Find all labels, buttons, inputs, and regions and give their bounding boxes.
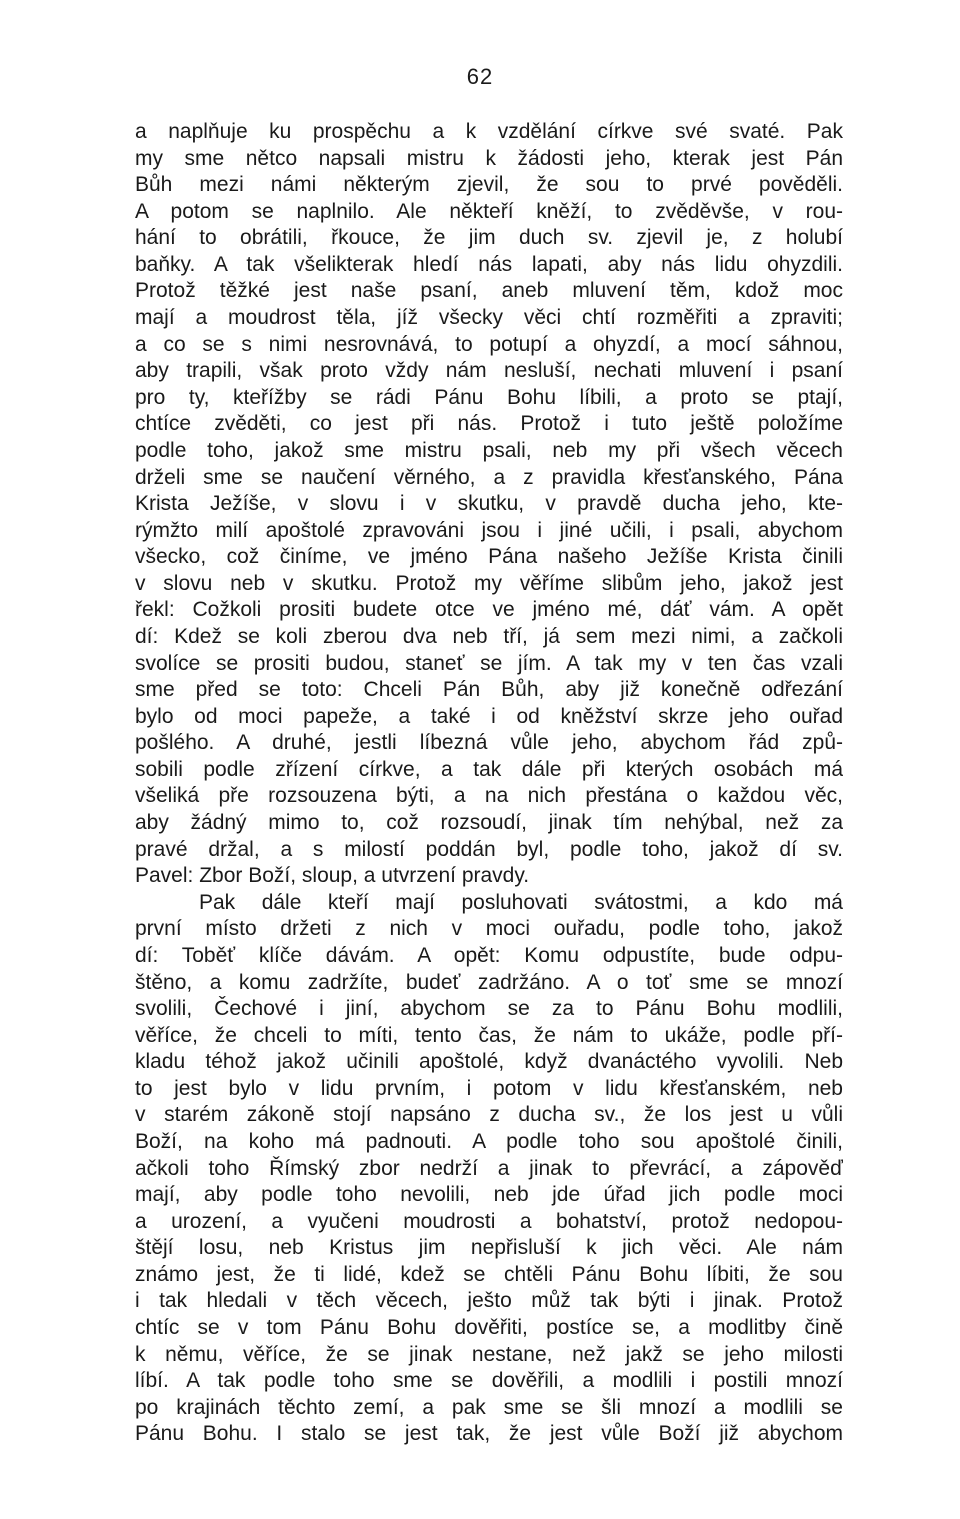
text-line: štěno, a komu zadržíte, budeť zadržáno. A o toť sme se mnozí: [135, 970, 843, 994]
text-line: mají, aby podle toho nevolili, neb jde úřad jich podle moci: [135, 1183, 843, 1207]
text-line: chtíce zvěděti, co jest při nás. Protož i tuto ještě položíme: [135, 412, 843, 436]
text-line: rýmžto milí apoštolé zpravováni jsou i jiné učili, i psali, abychom: [135, 518, 843, 542]
text-line: to jest bylo v lidu prvním, i potom v lidu křesťanském, neb: [135, 1076, 843, 1100]
text-line: známo jest, že ti lidé, kdež se chtěli Pánu Bohu líbiti, že sou: [135, 1262, 843, 1286]
text-line: Boží, na koho má padnouti. A podle toho sou apoštolé činili,: [135, 1129, 843, 1153]
text-line: my sme nětco napsali mistru k žádosti jeho, kterak jest Pán: [135, 146, 843, 170]
text-line: svolili, Čechové i jiní, abychom se za to Pánu Bohu modlili,: [135, 997, 843, 1021]
text-line: sobili podle zřízení církve, a tak dále při kterých osobách má: [135, 757, 843, 781]
text-line: drželi sme se naučení věrného, a z pravidla křesťanského, Pána: [135, 465, 843, 489]
text-line: i tak hledali v těch věcech, ješto můž tak býti i jinak. Protož: [135, 1289, 843, 1313]
text-line: v slovu neb v skutku. Protož my věříme slibům jeho, jakož jest: [135, 571, 843, 595]
text-line: Pak dále kteří mají posluhovati svátostmi, a kdo má: [199, 890, 843, 914]
text-line: ačkoli toho Římský zbor nedrží a jinak to převrácí, a zápověď: [135, 1156, 843, 1180]
text-line: všecko, což činíme, ve jméno Pána našeho Ježíše Krista činili: [135, 545, 843, 569]
text-line: všeliká pře rozsouzena býti, a na nich přestána o každou věc,: [135, 784, 843, 808]
text-line: aby žádný mimo to, což rozsoudí, jinak tím nehýbal, než za: [135, 811, 843, 835]
text-line: hání to obrátili, řkouce, že jim duch sv. zjevil je, z holubí: [135, 226, 843, 250]
text-line: Krista Ježíše, v slovu i v skutku, v pravdě ducha jeho, kte-: [135, 492, 843, 516]
text-line: první místo držeti z nich v moci ouřadu, podle toho, jakož: [135, 917, 843, 941]
text-line: A potom se naplnilo. Ale někteří kněží, to zvěděvše, v rou-: [135, 199, 843, 223]
text-line: řekl: Cožkoli prositi budete otce ve jméno mé, dáť vám. A opět: [135, 598, 843, 622]
text-line: po krajinách těchto zemí, a pak sme se šli mnozí a modlili se: [135, 1395, 843, 1419]
text-line: a co se s nimi nesrovnává, to potupí a ohyzdí, a mocí sáhnou,: [135, 332, 843, 356]
text-line: podle toho, jakož sme mistru psali, neb my při všech věcech: [135, 438, 843, 462]
text-line: mají a moudrost těla, jíž všecky věci chtí rozměřiti a zpraviti;: [135, 306, 843, 330]
text-line: bylo od moci papeže, a také i od kněžství skrze jeho ouřad: [135, 704, 843, 728]
text-line: věříce, že chceli to míti, tento čas, že nám to ukáže, podle pří-: [135, 1023, 843, 1047]
text-line: Bůh mezi námi některým zjevil, že sou to prvé pověděli.: [135, 173, 843, 197]
text-line: chtíc se v tom Pánu Bohu dověřiti, postíce se, a modlitby čině: [135, 1316, 843, 1340]
page-number: 62: [466, 64, 494, 89]
text-line: líbí. A tak podle toho sme se dověřili, a modlili i postili mnozí: [135, 1369, 843, 1393]
text-line: v starém zákoně stojí napsáno z ducha sv., že los jest u vůli: [135, 1103, 843, 1127]
text-line: pravé držal, a s milostí poddán byl, podle toho, jakož dí sv.: [135, 837, 843, 861]
text-line: a naplňuje ku prospěchu a k vzdělání církve své svaté. Pak: [135, 120, 843, 143]
text-line: sme před se toto: Chceli Pán Bůh, aby již konečně odřezání: [135, 678, 843, 702]
text-line: pro ty, kteřížby se rádi Pánu Bohu líbili, a proto se ptají,: [135, 385, 843, 409]
text-line: dí: Toběť klíče dávám. A opět: Komu odpustíte, bude odpu-: [135, 943, 843, 967]
text-line: Protož těžké jest naše psaní, aneb mluvení těm, kdož moc: [135, 279, 843, 303]
text-line: pošlého. A druhé, jestli líbezná vůle jeho, abychom řád způ-: [135, 731, 843, 755]
body-text: [135, 119, 843, 1448]
text-line: k němu, věříce, že se jinak nestane, než jakž se jeho milosti: [135, 1342, 843, 1366]
text-line: Pánu Bohu. I stalo se jest tak, že jest vůle Boží již abychom: [135, 1422, 843, 1446]
text-line: Pavel: Zbor Boží, sloup, a utvrzení pravdy.: [135, 864, 530, 888]
text-line: svolíce se prositi budou, staneť se jím. A tak my v ten čas vzali: [135, 651, 843, 675]
text-line: kladu téhož jakož učinili apoštolé, když dvanáctého vyvolili. Neb: [135, 1050, 843, 1074]
text-line: dí: Kdež se koli zberou dva neb tří, já sem mezi nimi, a začkoli: [135, 624, 843, 648]
text-line: štějí losu, neb Kristus jim nepřisluší k jich věci. Ale nám: [135, 1236, 843, 1260]
text-line: aby trapili, však proto vždy nám nesluší, nechati mluvení i psaní: [135, 359, 843, 383]
text-line: a urození, a vyučeni moudrosti a bohatství, protož nedopou-: [135, 1209, 843, 1233]
text-line: baňky. A tak všelikterak hledí nás lapati, aby nás lidu ohyzdili.: [135, 252, 843, 276]
